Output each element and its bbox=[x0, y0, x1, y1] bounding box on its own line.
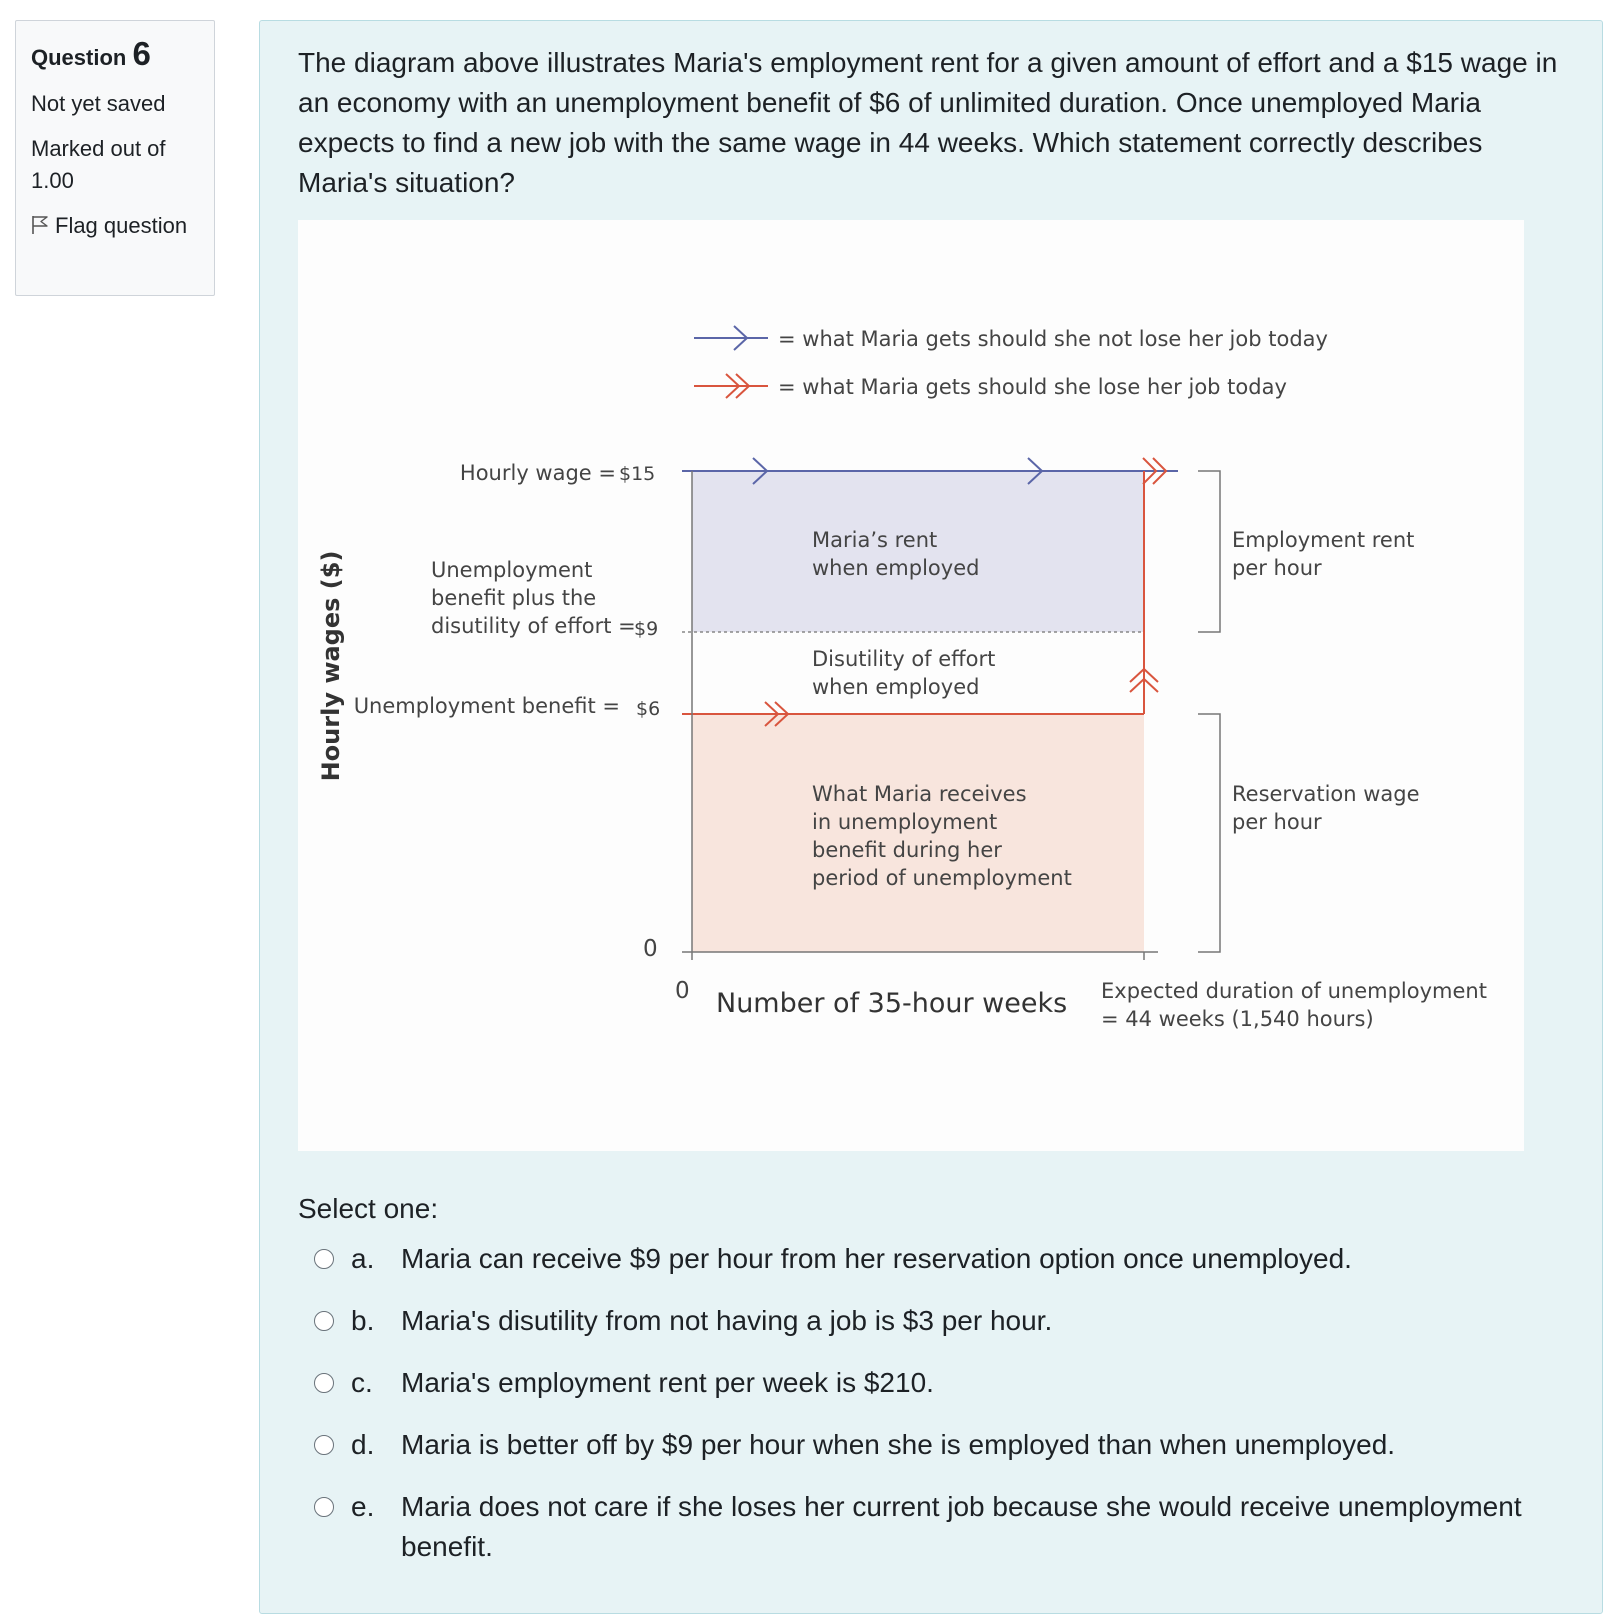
benefit-label: Unemployment benefit = bbox=[353, 694, 620, 718]
question-text: The diagram above illustrates Maria's employment rent for a given amount of effort and a $15 wage in an economy with an unemployment benefit of $6 of unlimited duration. Once unemployed Maria expects to find a new job with the same wage in 44 weeks. Which statement correctly describes Maria's situation? bbox=[298, 47, 1558, 198]
hourly-wage-label: Hourly wage = bbox=[459, 461, 616, 485]
question-info-panel bbox=[15, 20, 215, 296]
answer-letter: d. bbox=[351, 1429, 375, 1460]
answer-text: Maria's employment rent per week is $210. bbox=[401, 1367, 934, 1398]
benefit-plus-label-1: Unemployment bbox=[431, 558, 593, 582]
benefit-plus-label-3: disutility of effort = bbox=[431, 614, 636, 638]
answer-text: Maria does not care if she loses her current job because she would receive unemployment benefit. bbox=[401, 1491, 1522, 1562]
question-content bbox=[259, 20, 1603, 1614]
legend-employed-arrow bbox=[694, 326, 768, 350]
rent-label-1: Maria’s rent bbox=[812, 528, 938, 552]
radio-d[interactable] bbox=[314, 1435, 334, 1455]
receives-label-2: in unemployment bbox=[812, 810, 998, 834]
flag-question-link[interactable] bbox=[31, 210, 199, 242]
y-axis-label: Hourly wages ($) bbox=[317, 550, 345, 782]
answer-option-c[interactable] bbox=[314, 1363, 1584, 1403]
disutility-label-1: Disutility of effort bbox=[812, 647, 996, 671]
employment-rent-label-1: Employment rent bbox=[1232, 528, 1415, 552]
employment-rent-diagram bbox=[298, 220, 1524, 1151]
legend-employed-text: = what Maria gets should she not lose her job today bbox=[778, 327, 1328, 351]
legend-unemployed-text: = what Maria gets should she lose her job today bbox=[778, 375, 1287, 399]
x-axis-label: Number of 35-hour weeks bbox=[716, 988, 1068, 1019]
benefit-plus-value: $9 bbox=[634, 618, 659, 640]
flag-icon bbox=[31, 215, 49, 235]
flag-question-label: Flag question bbox=[55, 213, 188, 238]
question-state: Not yet saved bbox=[31, 91, 166, 116]
benefit-plus-label-2: benefit plus the bbox=[431, 586, 597, 610]
answer-letter: b. bbox=[351, 1305, 375, 1336]
employment-rent-label-2: per hour bbox=[1232, 556, 1322, 580]
duration-label-2: = 44 weeks (1,540 hours) bbox=[1101, 1007, 1374, 1031]
reservation-wage-label-1: Reservation wage bbox=[1232, 782, 1420, 806]
benefit-value: $6 bbox=[636, 698, 661, 720]
x-origin-label: 0 bbox=[675, 978, 690, 1004]
receives-label-3: benefit during her bbox=[812, 838, 1002, 862]
radio-e[interactable] bbox=[314, 1497, 334, 1517]
answer-option-a[interactable] bbox=[314, 1239, 1584, 1279]
answer-option-e[interactable] bbox=[314, 1487, 1584, 1567]
reservation-wage-label-2: per hour bbox=[1232, 810, 1322, 834]
receives-label-4: period of unemployment bbox=[812, 866, 1072, 890]
question-grade: Marked out of 1.00 bbox=[31, 136, 166, 193]
disutility-label-2: when employed bbox=[812, 675, 980, 699]
question-number: Question 6 bbox=[31, 35, 151, 72]
reservation-wage-bracket bbox=[1198, 714, 1220, 952]
radio-a[interactable] bbox=[314, 1249, 334, 1269]
rent-label-2: when employed bbox=[812, 556, 980, 580]
answer-text: Maria's disutility from not having a job is $3 per hour. bbox=[401, 1305, 1053, 1336]
diagram-svg bbox=[298, 220, 1524, 1151]
answer-option-b[interactable] bbox=[314, 1301, 1584, 1341]
radio-b[interactable] bbox=[314, 1311, 334, 1331]
y-origin-label: 0 bbox=[643, 936, 658, 962]
duration-label-1: Expected duration of unemployment bbox=[1101, 979, 1487, 1003]
answer-letter: a. bbox=[351, 1243, 375, 1274]
answer-options bbox=[314, 1239, 1584, 1589]
answer-letter: c. bbox=[351, 1367, 373, 1398]
select-one-prompt: Select one: bbox=[298, 1193, 439, 1224]
legend-unemployed-arrow bbox=[694, 374, 768, 398]
answer-option-d[interactable] bbox=[314, 1425, 1584, 1465]
employment-rent-bracket bbox=[1198, 471, 1220, 632]
receives-label-1: What Maria receives bbox=[812, 782, 1027, 806]
radio-c[interactable] bbox=[314, 1373, 334, 1393]
hourly-wage-value: $15 bbox=[619, 463, 656, 485]
answer-text: Maria is better off by $9 per hour when she is employed than when unemployed. bbox=[401, 1429, 1396, 1460]
answer-letter: e. bbox=[351, 1491, 375, 1522]
answer-text: Maria can receive $9 per hour from her reservation option once unemployed. bbox=[401, 1243, 1352, 1274]
